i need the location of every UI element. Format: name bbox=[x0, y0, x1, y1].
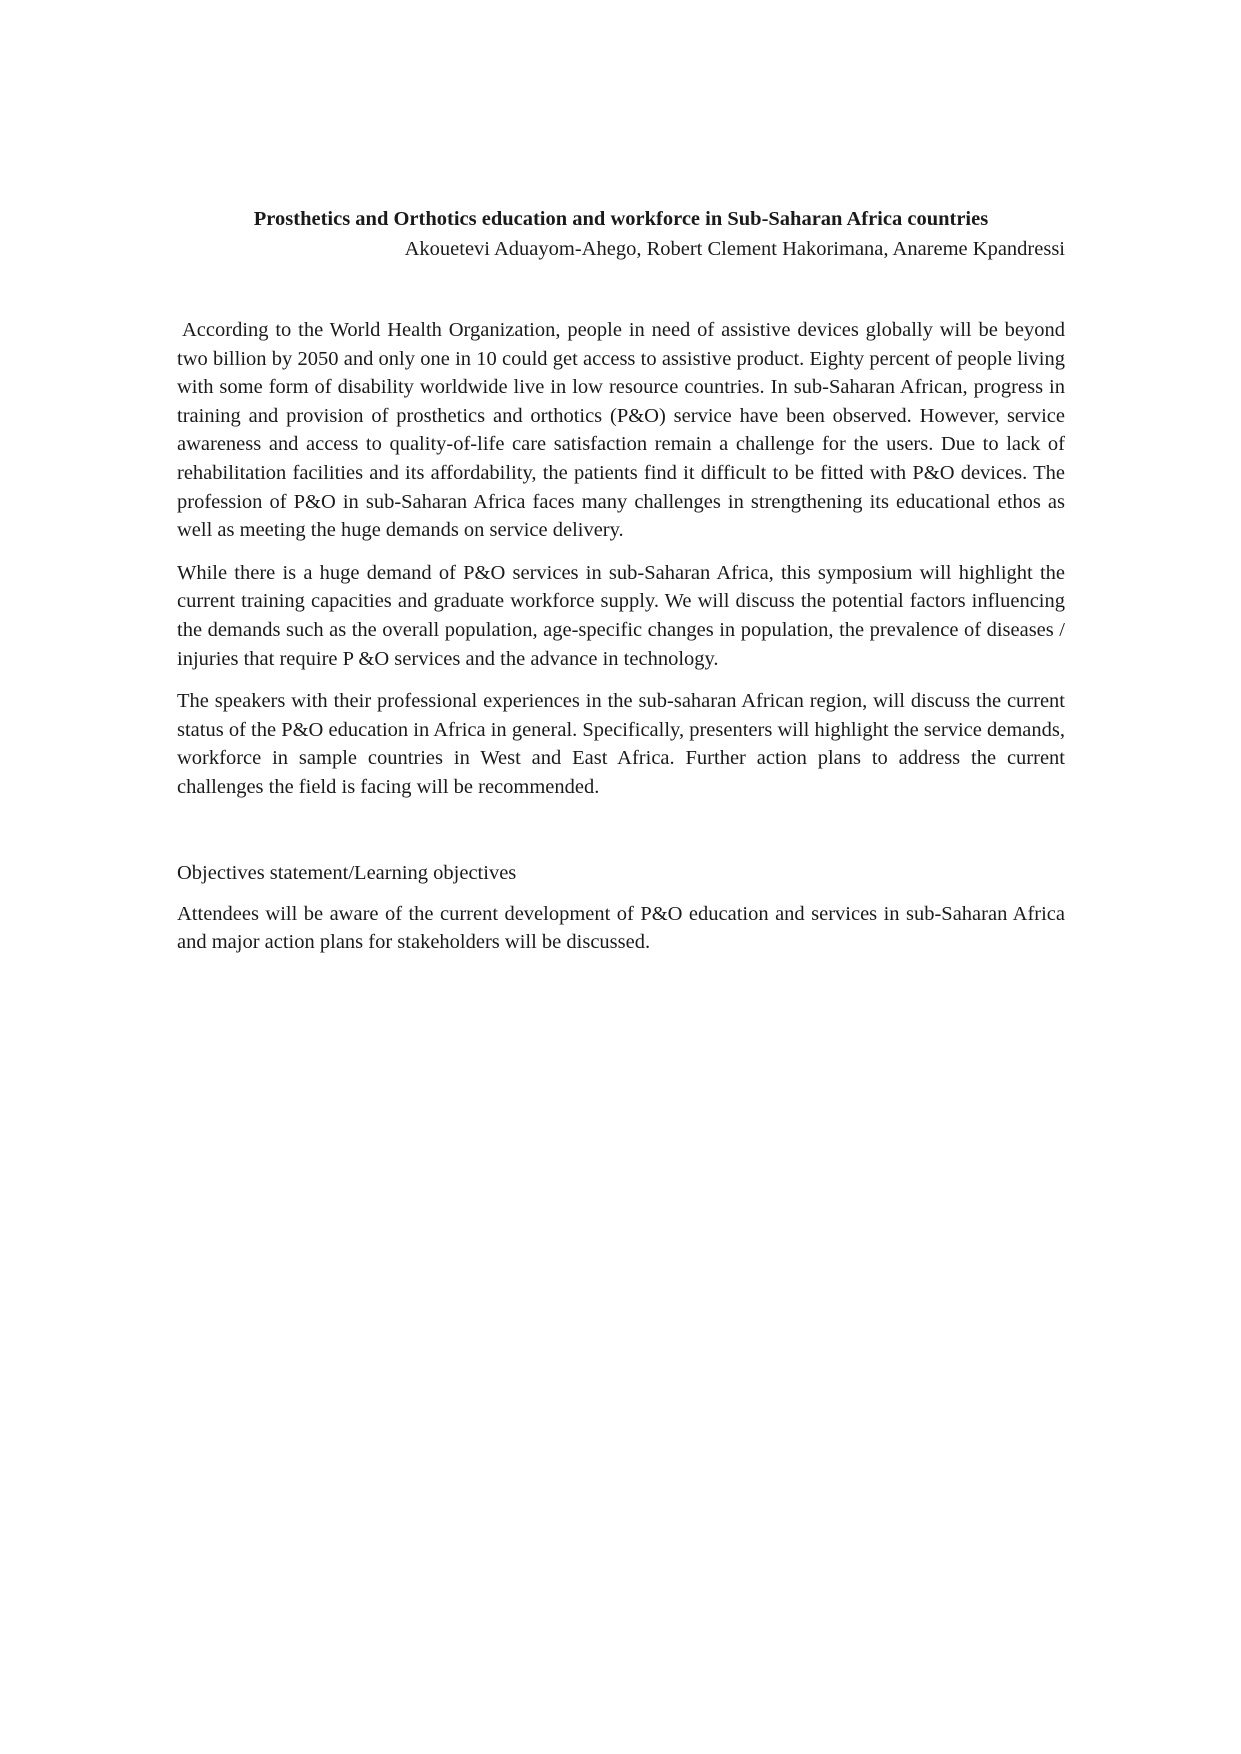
objectives-text: Attendees will be aware of the current development of P&O education and services in sub-Saharan Africa and major action plans for stakeholders will be discussed. bbox=[177, 902, 1065, 954]
document-authors: Akouetevi Aduayom-Ahego, Robert Clement Hakorimana, Anareme Kpandressi bbox=[404, 238, 1065, 260]
document-title: Prosthetics and Orthotics education and workforce in Sub-Saharan Africa countries bbox=[253, 208, 989, 230]
paragraph-speakers: The speakers with their professional experiences in the sub-saharan African region, will discuss the current status of the P&O education in Africa in general. Specifically, presenters will highlight the service demands, workforce in sample countries in West and East Africa. Further action plans to address the current challenges the field is facing will be recommended. bbox=[177, 690, 1065, 798]
objectives-heading: Objectives statement/Learning objectives bbox=[177, 861, 517, 884]
document-content bbox=[177, 204, 1065, 971]
paragraph-demand: While there is a huge demand of P&O services in sub-Saharan Africa, this symposium will highlight the current training capacities and graduate workforce supply. We will discuss the potential factors influencing the demands such as the overall population, age-specific changes in population, the prevalence of diseases / injuries that require P &O services and the advance in technology. bbox=[177, 561, 1065, 670]
paragraph-intro: According to the World Health Organization, people in need of assistive devices globally will be beyond two billion by 2050 and only one in 10 could get access to assistive product. Eighty percent of people living with some form of disability worldwide live in low resource countries. In sub-Saharan African, progress in training and provision of prosthetics and orthotics (P&O) service have been observed. However, service awareness and access to quality-of-life care satisfaction remain a challenge for the users. Due to lack of rehabilitation facilities and its affordability, the patients find it difficult to be fitted with P&O devices. The profession of P&O in sub-Saharan Africa faces many challenges in strengthening its educational ethos as well as meeting the huge demands on service delivery. bbox=[177, 319, 1065, 542]
